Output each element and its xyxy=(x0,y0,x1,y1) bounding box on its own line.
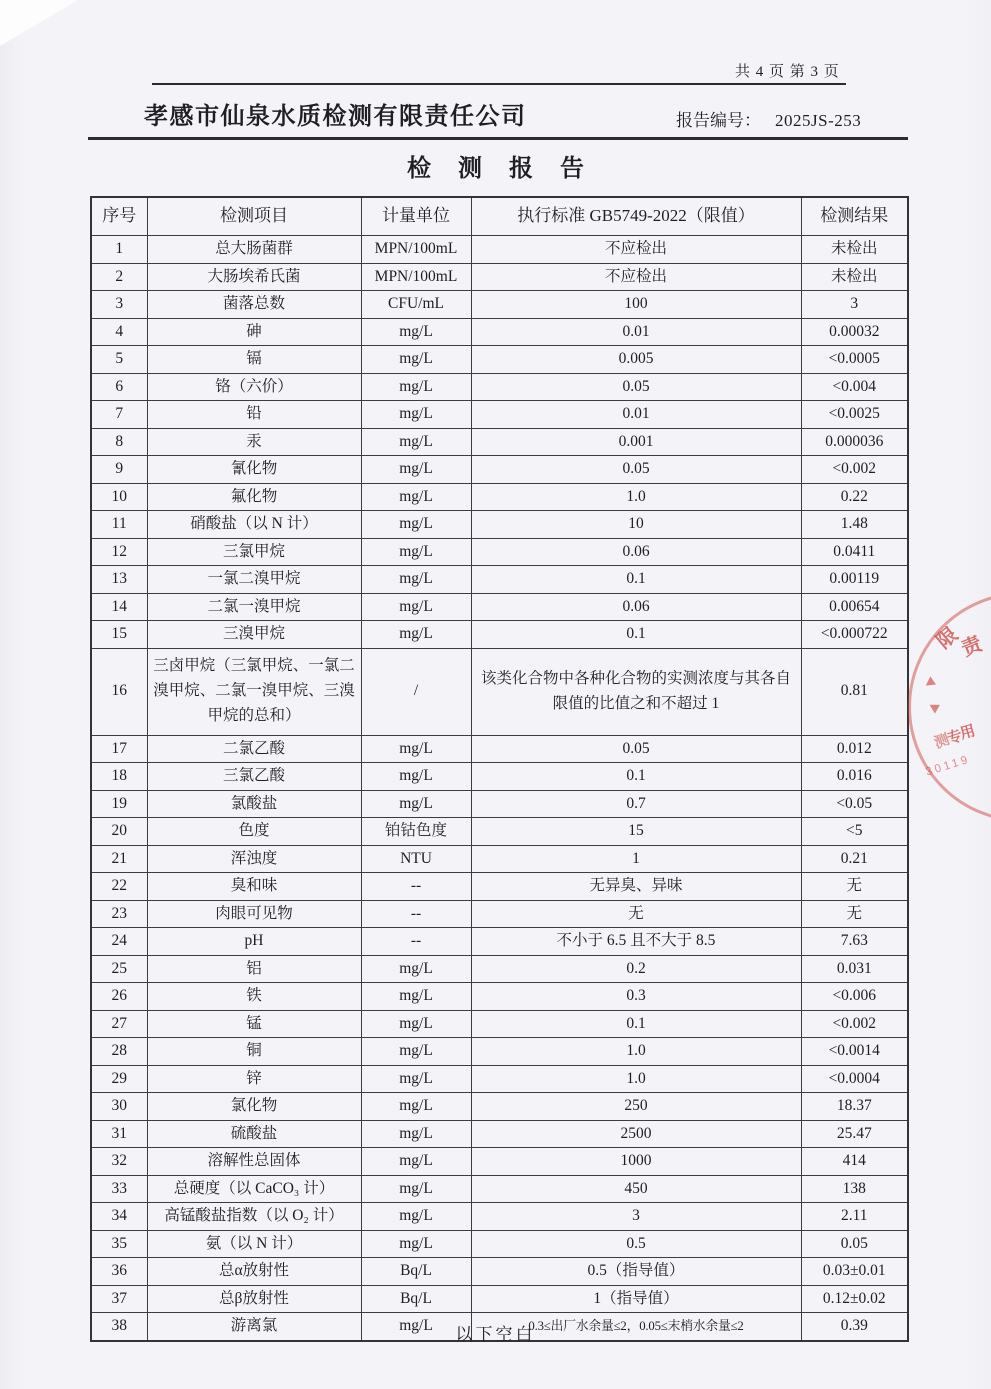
table-row xyxy=(91,955,908,983)
cell-no: 10 xyxy=(91,483,147,511)
cell-result: <0.000722 xyxy=(801,621,908,649)
report-number xyxy=(676,106,861,131)
table-row xyxy=(91,456,908,484)
cell-item: 总硬度（以 CaCO₃ 计） xyxy=(147,1175,361,1203)
cell-no: 19 xyxy=(91,790,147,818)
cell-unit: mg/L xyxy=(361,318,471,346)
cell-item: 锌 xyxy=(147,1065,361,1093)
cell-item: 高锰酸盐指数（以 O₂ 计） xyxy=(147,1203,361,1231)
cell-standard: 15 xyxy=(471,818,801,846)
cell-standard: 0.05 xyxy=(471,735,801,763)
table-row xyxy=(91,263,908,291)
cell-standard: 0.7 xyxy=(471,790,801,818)
cell-no: 31 xyxy=(91,1120,147,1148)
cell-standard: 0.05 xyxy=(471,456,801,484)
cell-standard: 0.3 xyxy=(471,983,801,1011)
cell-item: 锰 xyxy=(147,1010,361,1038)
table-header-row xyxy=(91,197,908,236)
cell-result: 0.00654 xyxy=(801,593,908,621)
table-row xyxy=(91,900,908,928)
cell-item: 铜 xyxy=(147,1038,361,1066)
cell-unit: mg/L xyxy=(361,1093,471,1121)
table-row xyxy=(91,1285,908,1313)
cell-standard: 1.0 xyxy=(471,483,801,511)
cell-item: 氯化物 xyxy=(147,1093,361,1121)
cell-standard: 1.0 xyxy=(471,1065,801,1093)
cell-no: 6 xyxy=(91,373,147,401)
cell-item: 一氯二溴甲烷 xyxy=(147,566,361,594)
cell-no: 22 xyxy=(91,873,147,901)
cell-unit: / xyxy=(361,648,471,735)
cell-standard: 0.1 xyxy=(471,763,801,791)
cell-no: 36 xyxy=(91,1258,147,1286)
table-row xyxy=(91,1065,908,1093)
cell-item: 镉 xyxy=(147,346,361,374)
stamp-char: 责 xyxy=(958,632,986,661)
cell-item: 总α放射性 xyxy=(147,1258,361,1286)
table-row xyxy=(91,1148,908,1176)
cell-unit: mg/L xyxy=(361,566,471,594)
table-row xyxy=(91,511,908,539)
cell-no: 27 xyxy=(91,1010,147,1038)
cell-result: 无 xyxy=(801,873,908,901)
cell-result: 18.37 xyxy=(801,1093,908,1121)
table-row xyxy=(91,483,908,511)
cell-unit: mg/L xyxy=(361,346,471,374)
cell-result: 0.016 xyxy=(801,763,908,791)
cell-unit: mg/L xyxy=(361,983,471,1011)
cell-item: 浑浊度 xyxy=(147,845,361,873)
cell-no: 35 xyxy=(91,1230,147,1258)
cell-standard: 无异臭、异味 xyxy=(471,873,801,901)
cell-unit: mg/L xyxy=(361,1175,471,1203)
cell-item: 硫酸盐 xyxy=(147,1120,361,1148)
cell-result: 0.05 xyxy=(801,1230,908,1258)
cell-result: 3 xyxy=(801,291,908,319)
header-cell-result: 检测结果 xyxy=(801,197,908,236)
stamp-serial: 30119 xyxy=(924,753,972,779)
results-table xyxy=(90,196,909,1342)
cell-standard: 该类化合物中各种化合物的实测浓度与其各自限值的比值之和不超过 1 xyxy=(471,648,801,735)
cell-result: <0.006 xyxy=(801,983,908,1011)
cell-result: 25.47 xyxy=(801,1120,908,1148)
cell-standard: 0.2 xyxy=(471,955,801,983)
cell-standard: 0.1 xyxy=(471,621,801,649)
cell-result: <0.0004 xyxy=(801,1065,908,1093)
cell-result: 0.012 xyxy=(801,735,908,763)
cell-item: 汞 xyxy=(147,428,361,456)
cell-standard: 无 xyxy=(471,900,801,928)
cell-no: 1 xyxy=(91,236,147,264)
cell-result: <5 xyxy=(801,818,908,846)
cell-standard: 2500 xyxy=(471,1120,801,1148)
cell-result: 0.00119 xyxy=(801,566,908,594)
cell-unit: CFU/mL xyxy=(361,291,471,319)
table-row xyxy=(91,621,908,649)
cell-item: 三溴甲烷 xyxy=(147,621,361,649)
cell-unit: 铂钴色度 xyxy=(361,818,471,846)
table-row xyxy=(91,1010,908,1038)
cell-item: 大肠埃希氏菌 xyxy=(147,263,361,291)
cell-result: <0.004 xyxy=(801,373,908,401)
cell-unit: mg/L xyxy=(361,763,471,791)
cell-unit: mg/L xyxy=(361,538,471,566)
cell-no: 32 xyxy=(91,1148,147,1176)
stamp-char: 专 xyxy=(945,727,965,748)
cell-unit: MPN/100mL xyxy=(361,236,471,264)
cell-result: 0.00032 xyxy=(801,318,908,346)
cell-no: 20 xyxy=(91,818,147,846)
header-cell-standard: 执行标准 GB5749-2022（限值） xyxy=(471,197,801,236)
table-row xyxy=(91,291,908,319)
table-row xyxy=(91,790,908,818)
cell-result: 1.48 xyxy=(801,511,908,539)
cell-item: 铅 xyxy=(147,401,361,429)
table-row xyxy=(91,818,908,846)
table-row xyxy=(91,318,908,346)
cell-result: <0.0005 xyxy=(801,346,908,374)
cell-result: 0.12±0.02 xyxy=(801,1285,908,1313)
cell-no: 33 xyxy=(91,1175,147,1203)
cell-no: 5 xyxy=(91,346,147,374)
cell-standard: 0.1 xyxy=(471,1010,801,1038)
cell-unit: -- xyxy=(361,928,471,956)
header-cell-no: 序号 xyxy=(91,197,147,236)
cell-no: 29 xyxy=(91,1065,147,1093)
cell-unit: -- xyxy=(361,873,471,901)
cell-no: 16 xyxy=(91,648,147,735)
table-row xyxy=(91,1038,908,1066)
cell-standard: 不小于 6.5 且不大于 8.5 xyxy=(471,928,801,956)
cell-unit: mg/L xyxy=(361,1010,471,1038)
cell-result: 0.031 xyxy=(801,955,908,983)
cell-no: 30 xyxy=(91,1093,147,1121)
cell-unit: mg/L xyxy=(361,1038,471,1066)
cell-standard: 0.001 xyxy=(471,428,801,456)
table-row xyxy=(91,1120,908,1148)
table-row xyxy=(91,1203,908,1231)
table-row xyxy=(91,593,908,621)
cell-result: 0.21 xyxy=(801,845,908,873)
cell-item: 色度 xyxy=(147,818,361,846)
cell-unit: mg/L xyxy=(361,1230,471,1258)
cell-no: 26 xyxy=(91,983,147,1011)
cell-item: 砷 xyxy=(147,318,361,346)
table-row xyxy=(91,1093,908,1121)
cell-standard: 1.0 xyxy=(471,1038,801,1066)
cell-result: <0.0014 xyxy=(801,1038,908,1066)
cell-standard: 不应检出 xyxy=(471,263,801,291)
company-name: 孝感市仙泉水质检测有限责任公司 xyxy=(144,103,527,130)
cell-unit: -- xyxy=(361,900,471,928)
cell-standard: 100 xyxy=(471,291,801,319)
cell-no: 21 xyxy=(91,845,147,873)
cell-no: 14 xyxy=(91,593,147,621)
cell-standard: 0.5（指导值） xyxy=(471,1258,801,1286)
table-row xyxy=(91,1175,908,1203)
cell-unit: mg/L xyxy=(361,735,471,763)
cell-result: 138 xyxy=(801,1175,908,1203)
table-row xyxy=(91,763,908,791)
cell-standard: 0.005 xyxy=(471,346,801,374)
cell-result: 7.63 xyxy=(801,928,908,956)
cell-item: 氯酸盐 xyxy=(147,790,361,818)
cell-no: 11 xyxy=(91,511,147,539)
table-row xyxy=(91,983,908,1011)
cell-result: <0.002 xyxy=(801,456,908,484)
report-number-label: 报告编号： xyxy=(676,111,761,130)
cell-no: 24 xyxy=(91,928,147,956)
cell-result: 0.81 xyxy=(801,648,908,735)
cell-standard: 3 xyxy=(471,1203,801,1231)
cell-item: 氰化物 xyxy=(147,456,361,484)
cell-standard: 0.01 xyxy=(471,318,801,346)
table-row xyxy=(91,566,908,594)
header-rule-top xyxy=(152,83,846,85)
cell-no: 38 xyxy=(91,1313,147,1341)
cell-standard: 不应检出 xyxy=(471,236,801,264)
cell-standard: 1 xyxy=(471,845,801,873)
header-cell-unit: 计量单位 xyxy=(361,197,471,236)
cell-item: 二氯乙酸 xyxy=(147,735,361,763)
cell-result: 0.0411 xyxy=(801,538,908,566)
cell-standard: 1000 xyxy=(471,1148,801,1176)
cell-result: 0.000036 xyxy=(801,428,908,456)
cell-unit: mg/L xyxy=(361,621,471,649)
cell-result: <0.05 xyxy=(801,790,908,818)
table-row xyxy=(91,873,908,901)
header-cell-item: 检测项目 xyxy=(147,197,361,236)
table-row xyxy=(91,735,908,763)
cell-no: 23 xyxy=(91,900,147,928)
cell-item: 总大肠菌群 xyxy=(147,236,361,264)
cell-item: 三氯甲烷 xyxy=(147,538,361,566)
cell-no: 37 xyxy=(91,1285,147,1313)
cell-item: 氨（以 N 计） xyxy=(147,1230,361,1258)
cell-unit: Bq/L xyxy=(361,1258,471,1286)
cell-unit: mg/L xyxy=(361,1120,471,1148)
cell-item: 氟化物 xyxy=(147,483,361,511)
cell-result: 2.11 xyxy=(801,1203,908,1231)
cell-item: 肉眼可见物 xyxy=(147,900,361,928)
cell-result: 无 xyxy=(801,900,908,928)
cell-no: 13 xyxy=(91,566,147,594)
cell-item: 三卤甲烷（三氯甲烷、一氯二溴甲烷、二氯一溴甲烷、三溴甲烷的总和） xyxy=(147,648,361,735)
cell-standard: 0.06 xyxy=(471,538,801,566)
cell-no: 28 xyxy=(91,1038,147,1066)
cell-standard: 0.1 xyxy=(471,566,801,594)
cell-no: 15 xyxy=(91,621,147,649)
cell-unit: mg/L xyxy=(361,1203,471,1231)
stamp-char: 测 xyxy=(931,730,952,752)
cell-item: pH xyxy=(147,928,361,956)
cell-standard: 10 xyxy=(471,511,801,539)
cell-no: 2 xyxy=(91,263,147,291)
cell-unit: mg/L xyxy=(361,373,471,401)
table-row xyxy=(91,373,908,401)
cell-no: 3 xyxy=(91,291,147,319)
cell-item: 硝酸盐（以 N 计） xyxy=(147,511,361,539)
cell-item: 二氯一溴甲烷 xyxy=(147,593,361,621)
cell-no: 7 xyxy=(91,401,147,429)
cell-item: 溶解性总固体 xyxy=(147,1148,361,1176)
report-title: 检测报告 xyxy=(407,155,611,182)
cell-unit: MPN/100mL xyxy=(361,263,471,291)
cell-item: 铝 xyxy=(147,955,361,983)
cell-standard: 0.5 xyxy=(471,1230,801,1258)
table-row xyxy=(91,236,908,264)
cell-unit: mg/L xyxy=(361,483,471,511)
below-blank-note: 以下空白 xyxy=(455,1325,536,1344)
cell-no: 9 xyxy=(91,456,147,484)
cell-standard: 0.01 xyxy=(471,401,801,429)
cell-no: 12 xyxy=(91,538,147,566)
cell-item: 三氯乙酸 xyxy=(147,763,361,791)
table-row xyxy=(91,428,908,456)
cell-unit: mg/L xyxy=(361,593,471,621)
cell-result: 414 xyxy=(801,1148,908,1176)
cell-no: 34 xyxy=(91,1203,147,1231)
table-body xyxy=(91,236,908,1341)
cell-unit: NTU xyxy=(361,845,471,873)
cell-item: 铁 xyxy=(147,983,361,1011)
cell-unit: mg/L xyxy=(361,428,471,456)
cell-no: 8 xyxy=(91,428,147,456)
cell-unit: mg/L xyxy=(361,456,471,484)
cell-unit: mg/L xyxy=(361,401,471,429)
cell-item: 游离氯 xyxy=(147,1313,361,1341)
table-row xyxy=(91,845,908,873)
table-row xyxy=(91,346,908,374)
pagination: 共 4 页 第 3 页 xyxy=(735,64,840,80)
cell-no: 18 xyxy=(91,763,147,791)
cell-no: 25 xyxy=(91,955,147,983)
table-row xyxy=(91,538,908,566)
cell-result: 0.03±0.01 xyxy=(801,1258,908,1286)
cell-unit: mg/L xyxy=(361,1148,471,1176)
report-number-value: 2025JS-253 xyxy=(775,111,862,130)
cell-standard: 0.3≤出厂水余量≤2，0.05≤末梢水余量≤2 xyxy=(471,1313,801,1341)
cell-item: 菌落总数 xyxy=(147,291,361,319)
cell-unit: mg/L xyxy=(361,790,471,818)
cell-item: 铬（六价） xyxy=(147,373,361,401)
cell-standard: 450 xyxy=(471,1175,801,1203)
cell-result: <0.0025 xyxy=(801,401,908,429)
stamp-char: 用 xyxy=(958,722,978,743)
table-row xyxy=(91,1258,908,1286)
cell-standard: 1（指导值） xyxy=(471,1285,801,1313)
cell-result: 0.22 xyxy=(801,483,908,511)
table-row xyxy=(91,1230,908,1258)
cell-unit: mg/L xyxy=(361,511,471,539)
cell-item: 总β放射性 xyxy=(147,1285,361,1313)
cell-no: 17 xyxy=(91,735,147,763)
table-row xyxy=(91,401,908,429)
cell-result: 0.39 xyxy=(801,1313,908,1341)
table-row xyxy=(91,928,908,956)
cell-unit: mg/L xyxy=(361,1313,471,1341)
cell-standard: 0.05 xyxy=(471,373,801,401)
cell-result: 未检出 xyxy=(801,236,908,264)
cell-standard: 250 xyxy=(471,1093,801,1121)
cell-standard: 0.06 xyxy=(471,593,801,621)
cell-unit: Bq/L xyxy=(361,1285,471,1313)
page-corner-fold xyxy=(0,0,78,46)
cell-unit: mg/L xyxy=(361,955,471,983)
header-rule-bottom xyxy=(88,137,908,140)
cell-item: 臭和味 xyxy=(147,873,361,901)
cell-unit: mg/L xyxy=(361,1065,471,1093)
table-row xyxy=(91,648,908,735)
cell-result: 未检出 xyxy=(801,263,908,291)
cell-result: <0.002 xyxy=(801,1010,908,1038)
stamp-char: 限 xyxy=(932,623,963,654)
cell-no: 4 xyxy=(91,318,147,346)
